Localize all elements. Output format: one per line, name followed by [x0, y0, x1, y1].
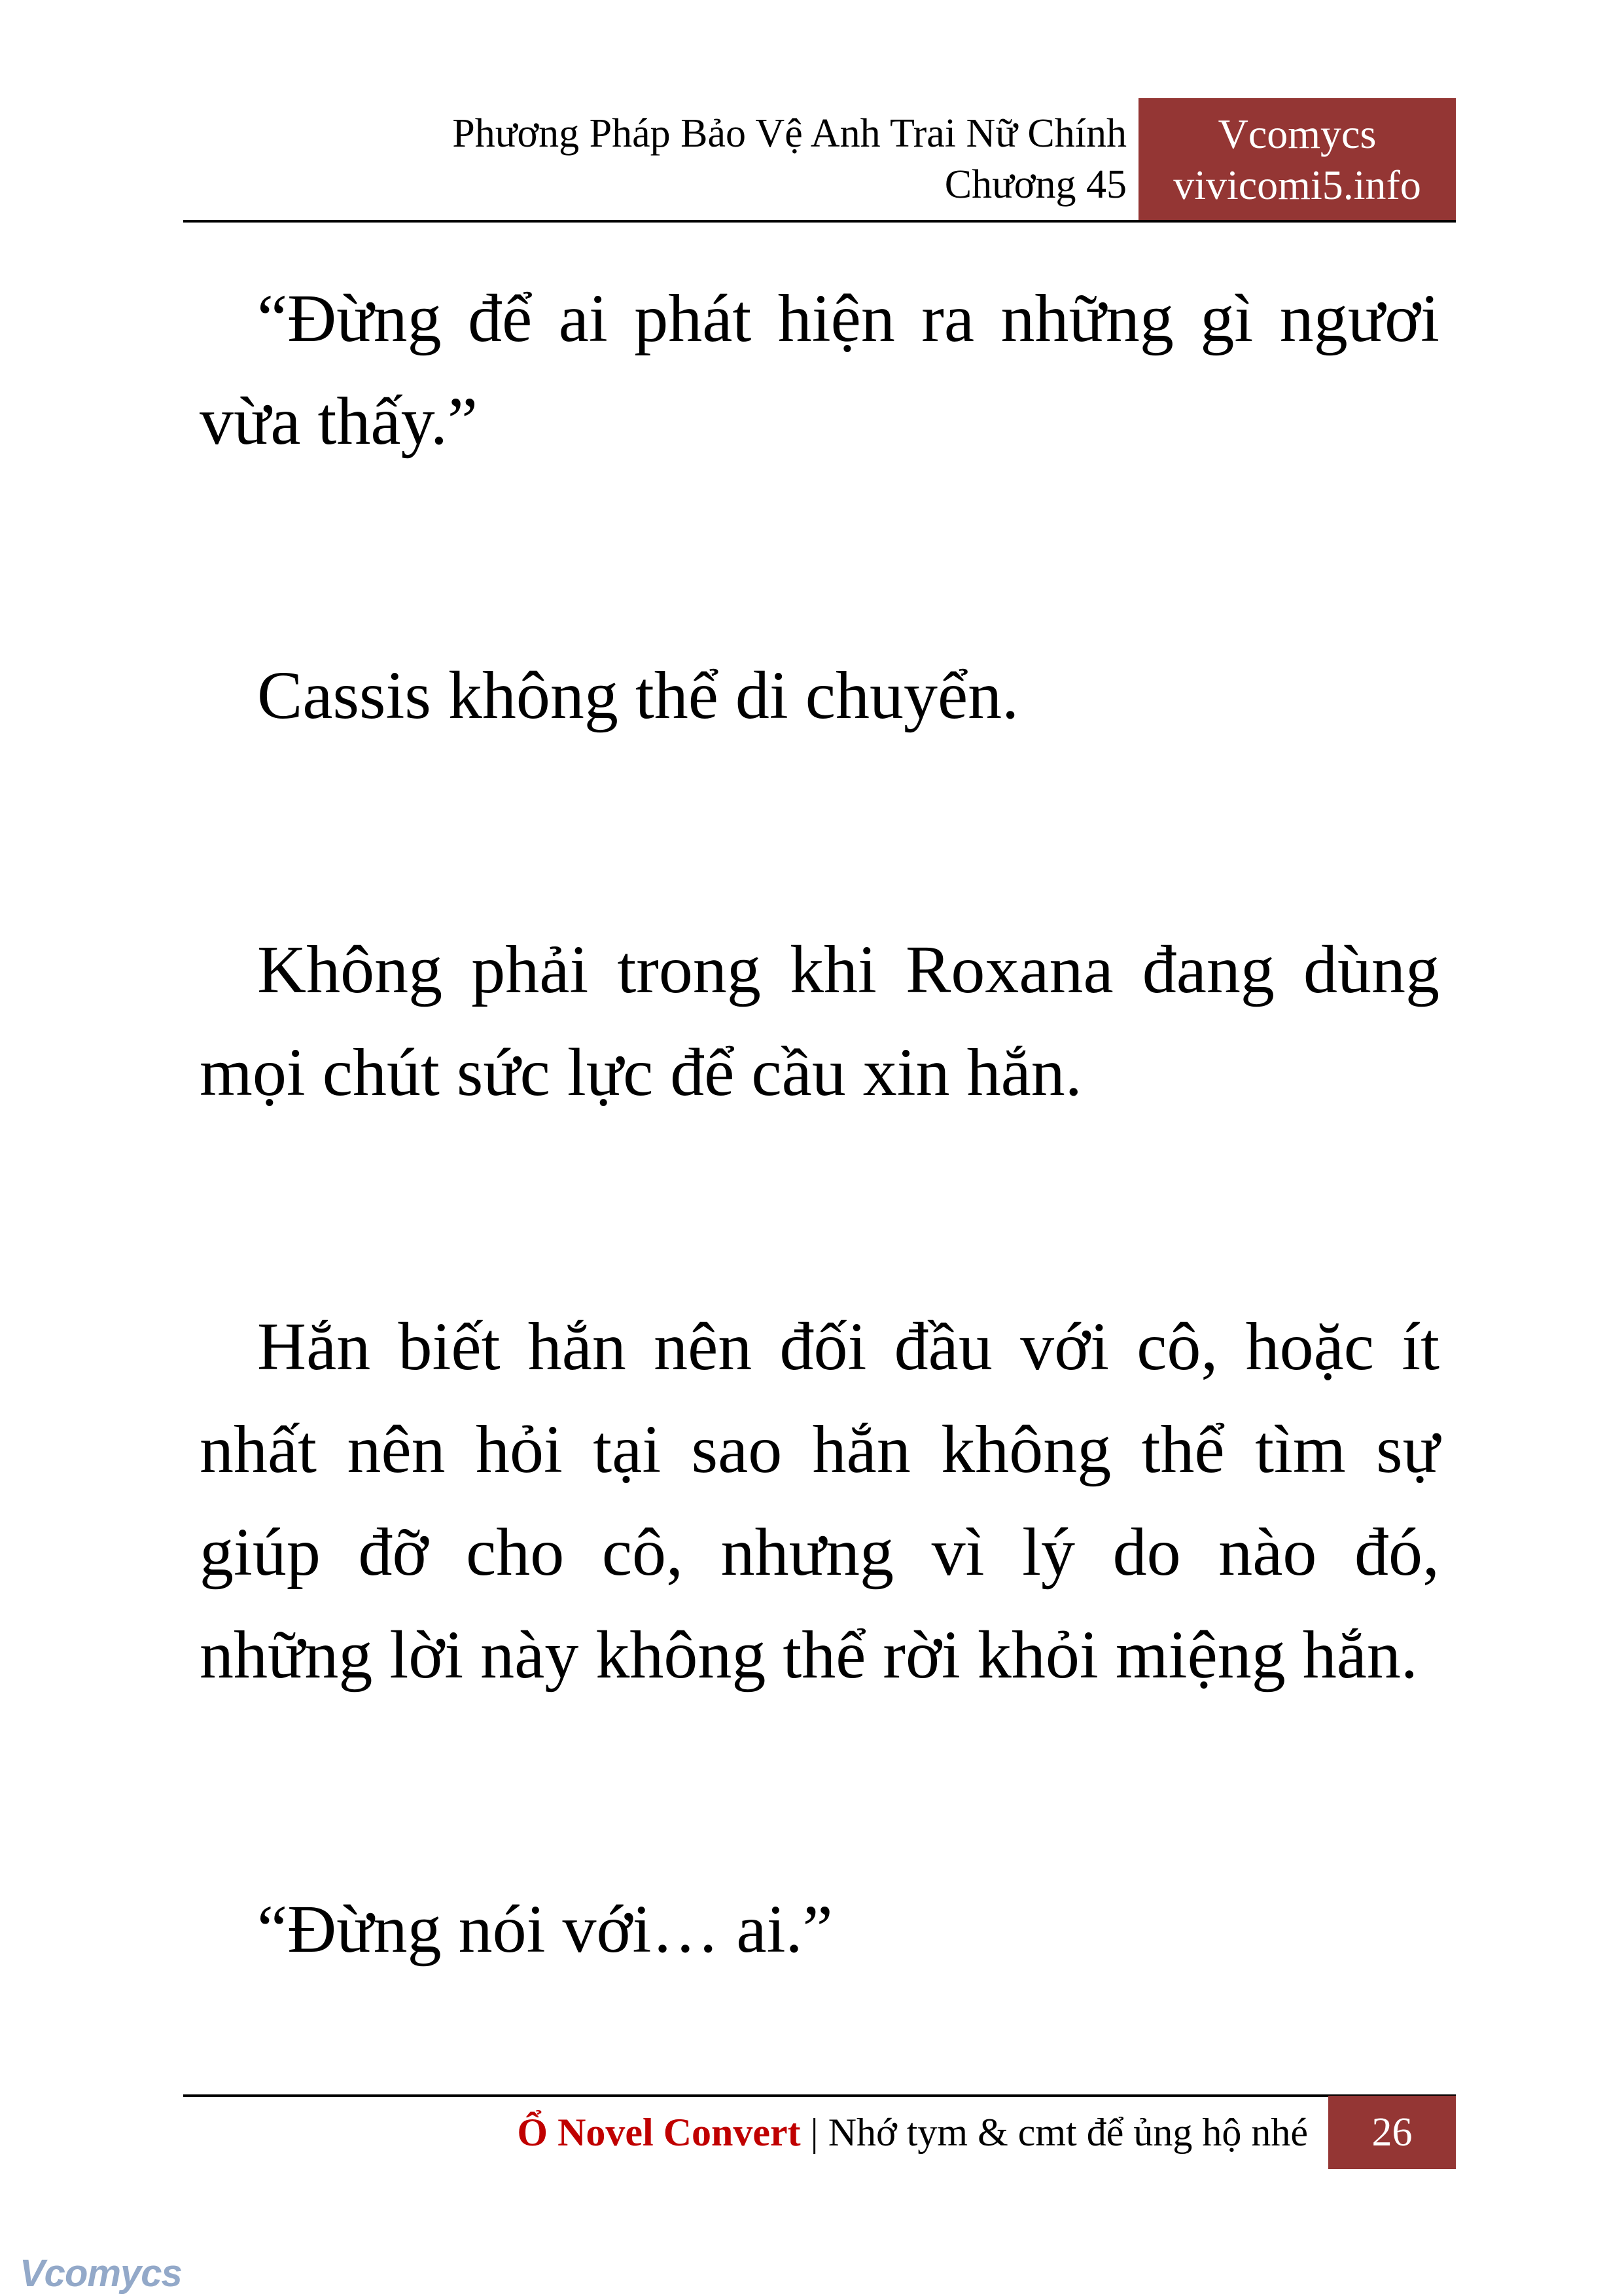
paragraph-gap — [200, 1124, 1439, 1295]
header-divider — [183, 220, 1456, 223]
site-name: Vcomycs — [1218, 111, 1377, 157]
book-title: Phương Pháp Bảo Vệ Anh Trai Nữ Chính — [452, 111, 1127, 156]
site-url: vivicomi5.info — [1173, 162, 1421, 208]
footer-brand: Ổ Novel Convert — [517, 2111, 801, 2154]
paragraph: “Đừng nói với… ai.” — [257, 1892, 833, 1967]
paragraph: Hắn biết hắn nên đối đầu với cô, hoặc ít nhất nên hỏi tại sao hắn không thể tìm sự giúp đỡ cho cô, nhưng vì lý do nào đó, những lời này không thể rời khỏi miệng hắn. — [200, 1309, 1439, 1693]
paragraph-gap — [200, 473, 1439, 644]
paragraph-gap — [200, 747, 1439, 918]
paragraph: Cassis không thể di chuyển. — [257, 658, 1019, 733]
running-header — [211, 108, 1127, 210]
page-content — [200, 267, 1439, 1981]
footer-message: Nhớ tym & cmt để ủng hộ nhé — [828, 2111, 1308, 2154]
paragraph: Không phải trong khi Roxana đang dùng mọi chút sức lực để cầu xin hắn. — [200, 932, 1439, 1110]
paragraph-gap — [200, 1706, 1439, 1878]
watermark-logo: Vcomycs — [20, 2252, 182, 2295]
paragraph: “Đừng để ai phát hiện ra những gì ngươi vừa thấy.” — [200, 281, 1439, 459]
running-footer — [196, 2106, 1308, 2159]
chapter-label: Chương 45 — [944, 162, 1127, 207]
site-badge — [1139, 98, 1456, 221]
footer-divider — [183, 2094, 1456, 2097]
page-number: 26 — [1328, 2096, 1456, 2169]
footer-separator: | — [810, 2111, 819, 2154]
